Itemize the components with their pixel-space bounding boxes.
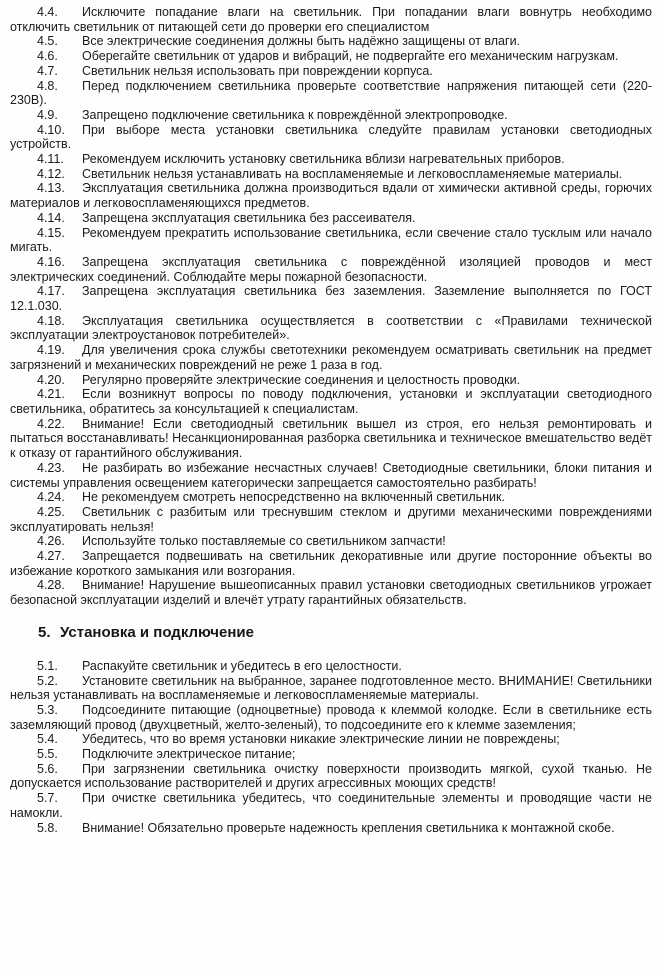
item-number: 4.25. xyxy=(37,504,65,519)
item-text: Запрещена эксплуатация светильника с повреждённой изоляцией проводов и мест электрических соединений. Соблюдайте меры пожарной безопасности. xyxy=(10,254,652,284)
item-text: Рекомендуем исключить установку светильника вблизи нагревательных приборов. xyxy=(82,152,565,167)
list-item xyxy=(10,505,652,534)
item-number: 4.24. xyxy=(37,490,65,505)
item-text: Используйте только поставляемые со светильником запчасти! xyxy=(82,534,446,549)
item-number: 5.4. xyxy=(37,732,58,747)
list-item xyxy=(10,417,652,461)
item-text: Установите светильник на выбранное, заранее подготовленное место. ВНИМАНИЕ! Светильники нельзя устанавливать на воспламеняемые и легковоспламеняемые материалы. xyxy=(10,673,652,703)
list-item xyxy=(10,108,652,123)
list-item xyxy=(10,387,652,416)
list-item xyxy=(10,659,652,674)
item-number: 4.13. xyxy=(37,181,65,196)
item-number: 4.27. xyxy=(37,549,65,564)
item-number: 4.23. xyxy=(37,460,65,475)
list-item xyxy=(10,578,652,607)
item-number: 4.8. xyxy=(37,78,58,93)
section-4-item-list xyxy=(10,5,652,608)
item-number: 5.1. xyxy=(37,658,58,673)
list-item xyxy=(10,79,652,108)
item-text: Если возникнут вопросы по поводу подключения, установки и эксплуатации светодиодного светильника, обратитесь за консультацией к специалистам. xyxy=(10,387,652,416)
list-item xyxy=(10,703,652,732)
list-item xyxy=(10,762,652,791)
list-item xyxy=(10,461,652,490)
list-item xyxy=(10,343,652,372)
section-5-item-list xyxy=(10,659,652,835)
item-number: 4.6. xyxy=(37,49,58,64)
item-text: Убедитесь, что во время установки никакие электрические линии не повреждены; xyxy=(82,732,560,747)
item-text: Запрещена эксплуатация светильника без заземления. Заземление выполняется по ГОСТ 12.1.030. xyxy=(10,284,652,314)
item-text: Запрещена эксплуатация светильника без рассеивателя. xyxy=(82,210,416,225)
list-item xyxy=(10,549,652,578)
item-number: 4.5. xyxy=(37,34,58,49)
item-text: При выборе места установки светильника следуйте правилам установки светодиодных устройств. xyxy=(10,122,652,152)
item-text: Все электрические соединения должны быть надёжно защищены от влаги. xyxy=(82,34,521,49)
item-number: 4.21. xyxy=(37,387,65,402)
list-item xyxy=(10,534,652,549)
item-number: 5.7. xyxy=(37,791,58,806)
item-text: При загрязнении светильника очистку поверхности производить мягкой, сухой тканью. Не допускается использование растворителей и других агрессивных моющих средств! xyxy=(10,761,652,791)
item-text: Эксплуатация светильника должна производиться вдали от химически активной среды, горючих материалов и легковоспламеняющихся предметов. xyxy=(10,181,652,211)
item-number: 4.14. xyxy=(37,210,65,225)
item-text: Внимание! Если светодиодный светильник вышел из строя, его нельзя ремонтировать и пытаться восстанавливать! Несанкционированная разборка светильника и техническое вмешательство ведёт к отказу от гарантийного обслуживания. xyxy=(10,416,652,461)
section-5-heading-title: Установка и подключение xyxy=(60,623,254,641)
item-text: Регулярно проверяйте электрические соединения и целостность проводки. xyxy=(82,372,521,387)
item-number: 4.20. xyxy=(37,372,65,387)
item-number: 4.12. xyxy=(37,166,65,181)
item-text: Распакуйте светильник и убедитесь в его целостности. xyxy=(82,658,402,673)
list-item xyxy=(10,747,652,762)
list-item xyxy=(10,49,652,64)
item-text: Не рекомендуем смотреть непосредственно на включенный светильник. xyxy=(82,490,505,505)
item-number: 4.15. xyxy=(37,225,65,240)
item-number: 4.28. xyxy=(37,578,65,593)
item-number: 5.3. xyxy=(37,702,58,717)
item-text: Запрещено подключение светильника к повреждённой электропроводке. xyxy=(82,107,508,122)
item-number: 4.11. xyxy=(37,152,64,167)
section-5-heading xyxy=(38,624,652,641)
section-5-heading-number: 5. xyxy=(38,623,51,641)
list-item xyxy=(10,732,652,747)
list-item xyxy=(10,152,652,167)
item-text: Не разбирать во избежание несчастных случаев! Светодиодные светильники, блоки питания и системы управления освещением категорически запрещается самостоятельно разбирать! xyxy=(10,460,652,490)
item-number: 5.5. xyxy=(37,747,58,762)
list-item xyxy=(10,490,652,505)
item-text: Внимание! Нарушение вышеописанных правил установки светодиодных светильников угрожает безопасной эксплуатации изделий и влечёт утрату гарантийных обязательств. xyxy=(10,578,652,608)
list-item xyxy=(10,314,652,343)
item-number: 4.9. xyxy=(37,107,58,122)
list-item xyxy=(10,211,652,226)
item-number: 4.10. xyxy=(37,122,65,137)
item-number: 4.16. xyxy=(37,254,65,269)
list-item xyxy=(10,255,652,284)
list-item xyxy=(10,791,652,820)
item-text: Светильник с разбитым или треснувшим стеклом и другими механическими повреждениями эксплуатировать нельзя! xyxy=(10,504,652,534)
item-text: Эксплуатация светильника осуществляется в соответствии с «Правилами технической эксплуатации электроустановок потребителей». xyxy=(10,313,652,343)
item-text: Рекомендуем прекратить использование светильника, если свечение стало тусклым или начало мигать. xyxy=(10,225,652,255)
item-text: Внимание! Обязательно проверьте надежность крепления светильника к монтажной скобе. xyxy=(82,820,615,835)
item-text: Перед подключением светильника проверьте соответствие напряжения питающей сети (220-230В). xyxy=(10,78,652,108)
item-text: Светильник нельзя использовать при повреждении корпуса. xyxy=(82,63,433,78)
list-item xyxy=(10,373,652,388)
item-number: 4.7. xyxy=(37,63,58,78)
list-item xyxy=(10,5,652,34)
item-text: При очистке светильника убедитесь, что соединительные элементы и проводящие части не намокли. xyxy=(10,791,652,820)
item-text: Исключите попадание влаги на светильник. При попадании влаги вовнутрь необходимо отключить светильник от питающей сети до проверки его специалистом xyxy=(10,5,652,34)
list-item xyxy=(10,226,652,255)
item-text: Запрещается подвешивать на светильник декоративные или другие посторонние объекты во избежание короткого замыкания или возгорания. xyxy=(10,549,652,578)
item-text: Для увеличения срока службы светотехники рекомендуем осматривать светильник на предмет загрязнений и механических повреждений не реже 1 раза в год. xyxy=(10,343,652,372)
item-number: 5.8. xyxy=(37,820,58,835)
item-text: Подсоедините питающие (одноцветные) провода к клеммой колодке. Если в светильнике есть заземляющий провод (двухцветный, желто-зеленый), то подсоедините его к клемме заземления; xyxy=(10,702,652,732)
item-text: Светильник нельзя устанавливать на воспламеняемые и легковоспламеняемые материалы. xyxy=(82,166,623,181)
list-item xyxy=(10,123,652,152)
item-number: 4.18. xyxy=(37,313,65,328)
item-number: 4.17. xyxy=(37,284,65,299)
list-item xyxy=(10,284,652,313)
list-item xyxy=(10,674,652,703)
item-number: 4.4. xyxy=(37,5,58,19)
item-number: 5.2. xyxy=(37,673,58,688)
item-number: 4.19. xyxy=(37,343,65,358)
list-item xyxy=(10,167,652,182)
item-number: 4.22. xyxy=(37,416,65,431)
list-item xyxy=(10,821,652,836)
item-number: 4.26. xyxy=(37,534,65,549)
list-item xyxy=(10,181,652,210)
list-item xyxy=(10,64,652,79)
item-number: 5.6. xyxy=(37,761,58,776)
list-item xyxy=(10,34,652,49)
item-text: Оберегайте светильник от ударов и вибраций, не подвергайте его механическим нагрузкам. xyxy=(82,49,619,64)
item-text: Подключите электрическое питание; xyxy=(82,747,296,762)
